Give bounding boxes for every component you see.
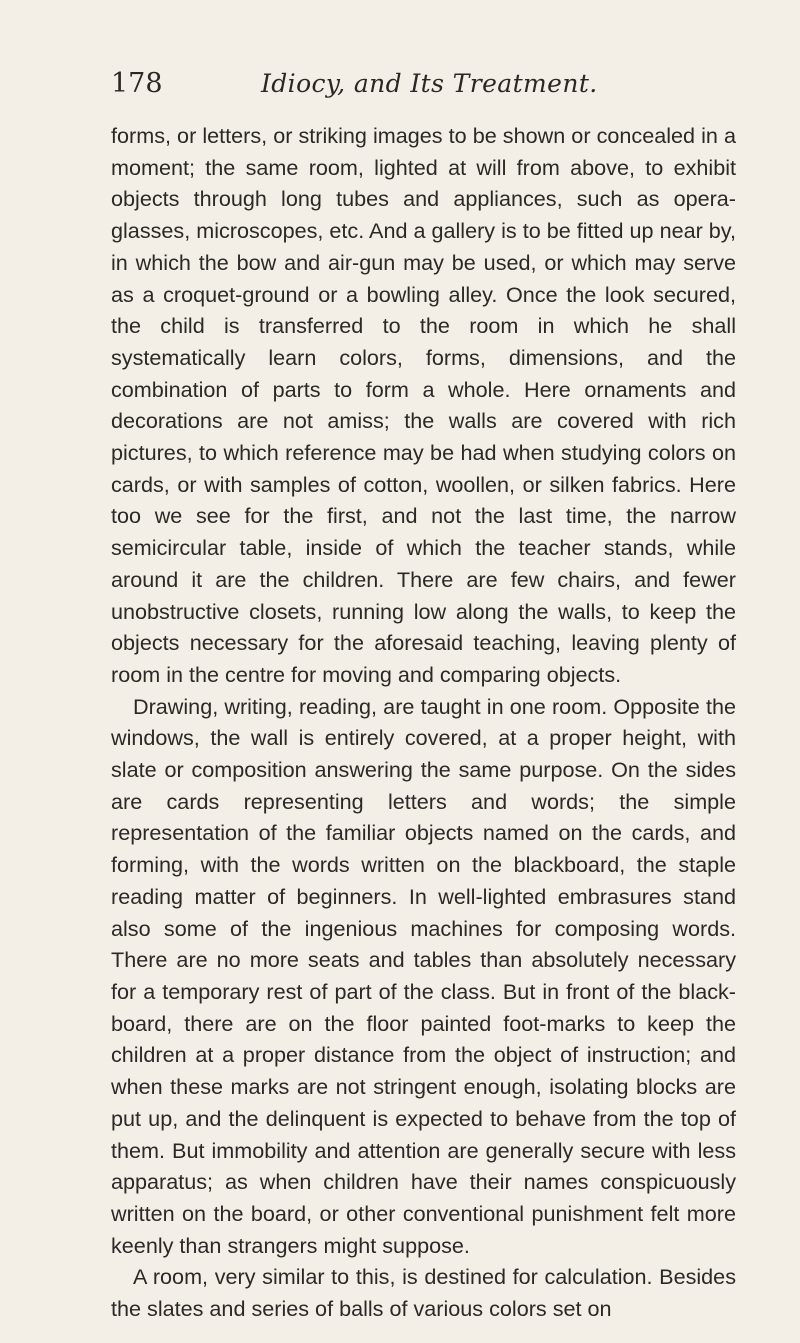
paragraph: Drawing, writing, reading, are taught in one room. Opposite the windows, the wall is entirely covered, at a proper height, with slate or composition answering the same purpose. On the sides are cards representing letters and words; the simple representation of the familiar objects named on the cards, and forming, with the words written on the blackboard, the staple reading matter of beginners. In well-lighted embrasures stand also some of the ingenious machines for composing words. There are no more seats and tables than absolutely necessary for a temporary rest of part of the class. But in front of the black-board, there are on the floor painted foot-marks to keep the children at a proper distance from the object of instruction; and when these marks are not stringent enough, isolating blocks are put up, and the delinquent is expected to behave from the top of them. But immobility and attention are generally secure with less apparatus; as when children have their names conspicuously written on the board, or other conventional punishment felt more keenly than strangers might suppose. (111, 693, 736, 1258)
paragraph: forms, or letters, or striking images to be shown or concealed in a moment; the same room, lighted at will from above, to exhibit objects through long tubes and appliances, such as opera-glasses, microscopes, etc. And a gallery is to be fitted up near by, in which the bow and air-gun may be used, or which may serve as a croquet-ground or a bowling alley. Once the look secured, the child is transferred to the room in which he shall systematically learn colors, forms, dimensions, and the combination of parts to form a whole. Here ornaments and decorations are not amiss; the walls are covered with rich pictures, to which reference may be had when studying colors on cards, or with samples of cotton, woollen, or silken fabrics. Here too we see for the first, and not the last time, the narrow semicircular table, inside of which the teacher stands, while around it are the children. There are few chairs, and fewer unobstructive closets, running low along the walls, to keep the objects necessary for the aforesaid teaching, leaving plenty of room in the centre for moving and comparing objects. (111, 123, 736, 687)
body-text (111, 120, 736, 1325)
page-number: 178 (111, 68, 163, 99)
page-header (111, 64, 736, 104)
paragraph: A room, very similar to this, is destined for calculation. Besides the slates and series of balls of various colors set on (111, 1264, 736, 1322)
running-head: Idiocy, and Its Treatment. (261, 69, 598, 98)
